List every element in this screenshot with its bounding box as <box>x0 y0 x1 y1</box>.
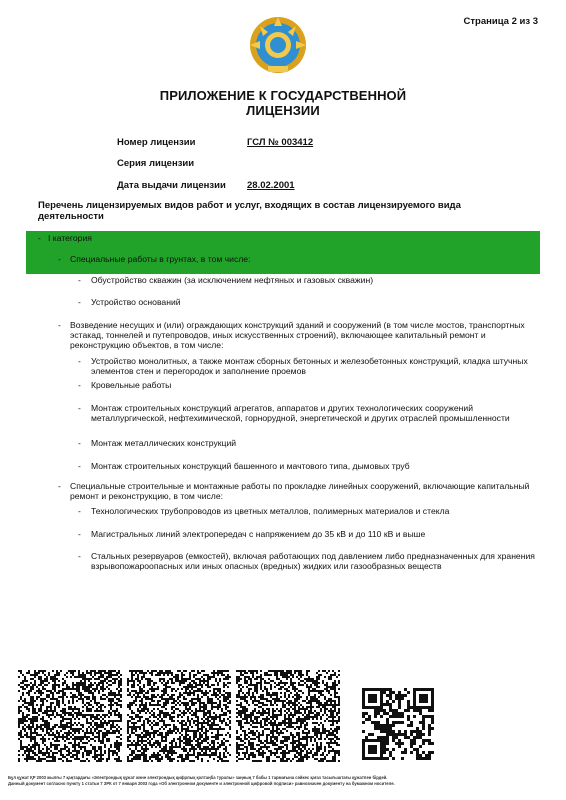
qr-code <box>362 688 434 760</box>
license-date-label: Дата выдачи лицензии <box>117 180 226 191</box>
list-item-linear: Специальные строительные и монтажные работы по прокладке линейных сооружений, включающие капитальный ремонт и реконструкцию, в том числе: <box>70 481 530 501</box>
list-item-towers: Монтаж строительных конструкций башенного и мачтового типа, дымовых труб <box>91 461 410 471</box>
list-dash: - <box>78 506 81 516</box>
page-number: Страница 2 из 3 <box>463 16 538 27</box>
footer-note <box>8 775 558 787</box>
title-line-1: ПРИЛОЖЕНИЕ К ГОСУДАРСТВЕННОЙ <box>159 88 407 103</box>
list-item-tanks: Стальных резервуаров (емкостей), включая работающих под давлением либо предназначенных для хранения взрывопожароопасных или иных опасных (вредных) жидких или газообразных веществ <box>91 551 535 571</box>
list-dash: - <box>78 297 81 307</box>
list-dash: - <box>58 254 61 264</box>
license-number-value: ГСЛ № 003412 <box>247 137 314 148</box>
works-intro: Перечень лицензируемых видов работ и услуг, входящих в состав лицензируемого вида деятельности <box>38 200 461 222</box>
list-item-erection: Возведение несущих и (или) ограждающих конструкций зданий и сооружений (в том числе мостов, транспортных эстакад, тоннелей и путепроводов, иных искусственных строений), включающее капитальный ремонт и реконструкцию объектов, в том числе: <box>70 320 525 350</box>
title-line-2: ЛИЦЕНЗИИ <box>246 103 320 118</box>
license-date-value: 28.02.2001 <box>247 180 295 191</box>
list-item-metal: Монтаж металлических конструкций <box>91 438 237 448</box>
license-number-label: Номер лицензии <box>117 137 196 148</box>
datamatrix-barcode-1 <box>18 670 122 762</box>
list-item-drilling: Обустройство скважин (за исключением нефтяных и газовых скважин) <box>91 275 374 285</box>
state-emblem <box>246 14 310 76</box>
list-item-roofing: Кровельные работы <box>91 380 172 390</box>
license-series-row <box>117 158 247 169</box>
list-dash: - <box>78 551 81 561</box>
license-number-row <box>117 137 313 148</box>
list-dash: - <box>78 529 81 539</box>
list-dash: - <box>78 356 81 366</box>
list-dash: - <box>78 461 81 471</box>
footer-line-1: Бұл құжат ҚР 2003 жылғы 7 қаңтардағы «Электрондық құжат және электрондық цифрлық қолтаңба туралы» заңның 7 бабы 1 тармағына сәйкес қағаз тасығыштағы құжатпен бірдей. <box>8 775 388 780</box>
list-item-aggregates: Монтаж строительных конструкций агрегатов, аппаратов и других технологических сооружений металлургической, нефтехимической, горнорудной, энергетической и других отраслей промышленности <box>91 403 510 423</box>
list-dash: - <box>78 438 81 448</box>
license-series-label: Серия лицензии <box>117 158 195 169</box>
list-dash: - <box>78 275 81 285</box>
list-item-pipelines: Технологических трубопроводов из цветных металлов, полимерных материалов и стекла <box>91 506 450 516</box>
list-item-monolithic: Устройство монолитных, а также монтаж сборных бетонных и железобетонных конструкций, кладка штучных элементов стен и перегородок и заполнение проемов <box>91 356 528 376</box>
license-date-row <box>117 180 295 191</box>
list-dash: - <box>58 481 61 491</box>
list-item-category: I категория <box>48 233 92 243</box>
datamatrix-barcode-3 <box>236 670 340 762</box>
list-dash: - <box>58 320 61 330</box>
list-dash: - <box>78 403 81 413</box>
list-item-special-ground: Специальные работы в грунтах, в том числе: <box>70 254 251 264</box>
footer-line-2: Данный документ согласно пункту 1 статьи 7 ЗРК от 7 января 2003 года «Об электронном документе и электронной цифровой подписи» равнозначен документу на бумажном носителе. <box>8 781 395 786</box>
datamatrix-barcode-2 <box>127 670 231 762</box>
list-dash: - <box>78 380 81 390</box>
list-dash: - <box>38 233 41 243</box>
list-item-powerlines: Магистральных линий электропередач с напряжением до 35 кВ и до 110 кВ и выше <box>91 529 426 539</box>
document-title <box>0 88 566 118</box>
list-item-foundations: Устройство оснований <box>91 297 181 307</box>
